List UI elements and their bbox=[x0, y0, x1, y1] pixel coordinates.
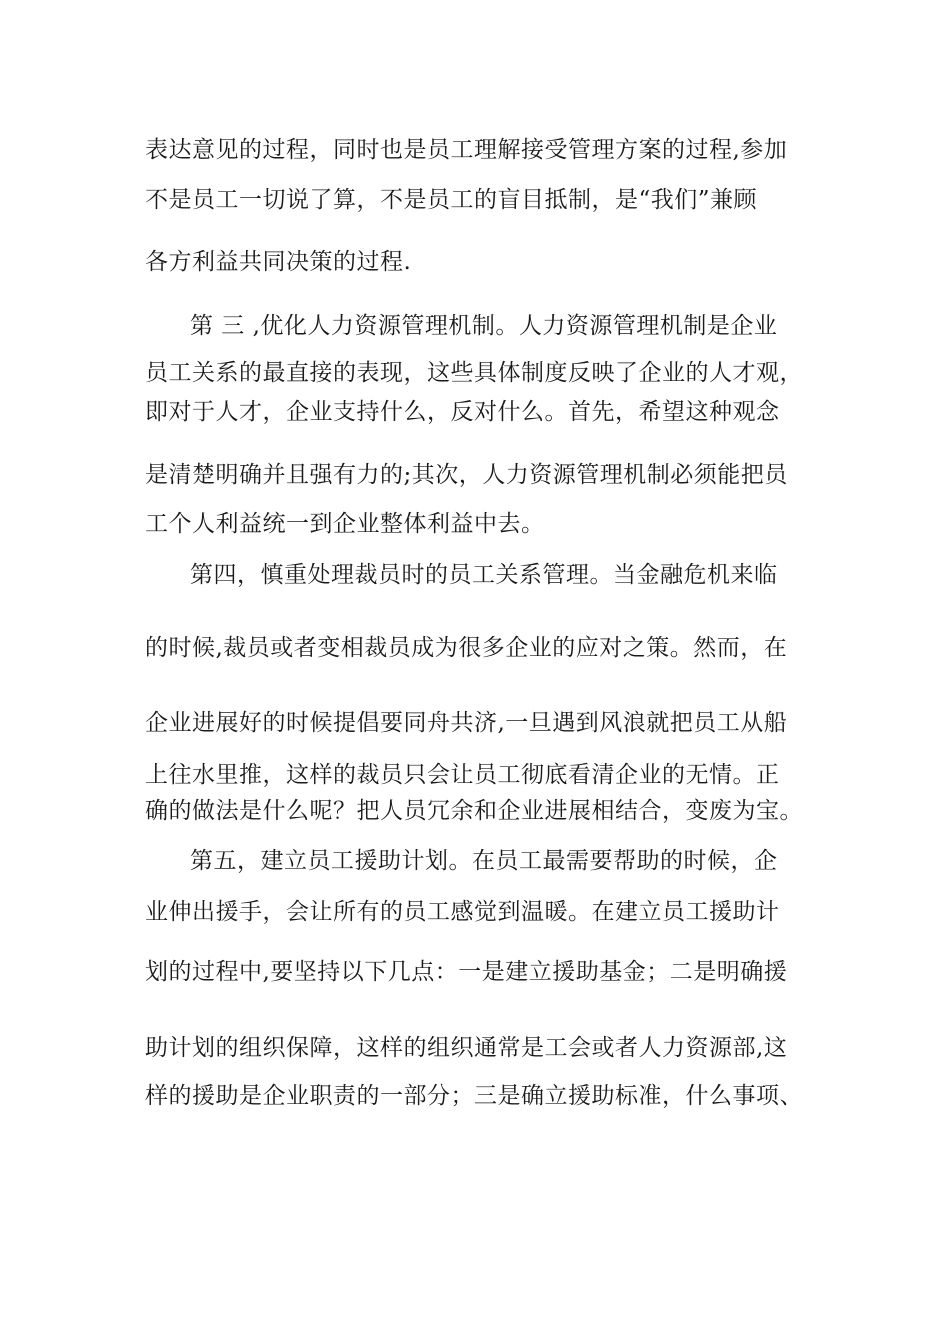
text-line-10: 的时候,裁员或者变相裁员成为很多企业的应对之策。然而，在 bbox=[145, 635, 788, 661]
text-line-7: 是清楚明确并且强有力的;其次，人力资源管理机制必须能把员 bbox=[145, 462, 788, 488]
paragraph-4-start: 第四，慎重处理裁员时的员工关系管理。当金融危机来临 bbox=[190, 562, 778, 588]
text-line-8: 工个人利益统一到企业整体利益中去。 bbox=[145, 511, 545, 537]
paragraph-5-start: 第五，建立员工援助计划。在员工最需要帮助的时候，企 bbox=[190, 848, 778, 874]
text-line-13: 确的做法是什么呢？把人员冗余和企业进展相结合，变废为宝。 bbox=[145, 798, 803, 824]
text-line-17: 助计划的组织保障，这样的组织通常是工会或者人力资源部,这 bbox=[145, 1035, 788, 1061]
text-line-2: 不是员工一切说了算，不是员工的盲目抵制，是“我们”兼顾 bbox=[145, 187, 758, 213]
text-line-18: 样的援助是企业职责的一部分；三是确立援助标准，什么事项、 bbox=[145, 1083, 803, 1109]
text-line-15: 业伸出援手，会让所有的员工感觉到温暖。在建立员工援助计 bbox=[145, 899, 780, 925]
text-line-1: 表达意见的过程，同时也是员工理解接受管理方案的过程,参加 bbox=[145, 137, 788, 163]
text-line-12: 上往水里推，这样的裁员只会让员工彻底看清企业的无情。正 bbox=[145, 762, 780, 788]
text-line-6: 即对于人才，企业支持什么，反对什么。首先，希望这种观念 bbox=[145, 399, 780, 425]
text-line-16: 划的过程中,要坚持以下几点：一是建立援助基金；二是明确援 bbox=[145, 959, 788, 985]
text-line-11: 企业进展好的时候提倡要同舟共济,一旦遇到风浪就把员工从船 bbox=[145, 710, 788, 736]
text-line-5: 员工关系的最直接的表现，这些具体制度反映了企业的人才观， bbox=[145, 360, 803, 386]
text-line-3: 各方利益共同决策的过程. bbox=[145, 249, 412, 275]
paragraph-3-start: 第 三 ,优化人力资源管理机制。人力资源管理机制是企业 bbox=[190, 313, 778, 339]
